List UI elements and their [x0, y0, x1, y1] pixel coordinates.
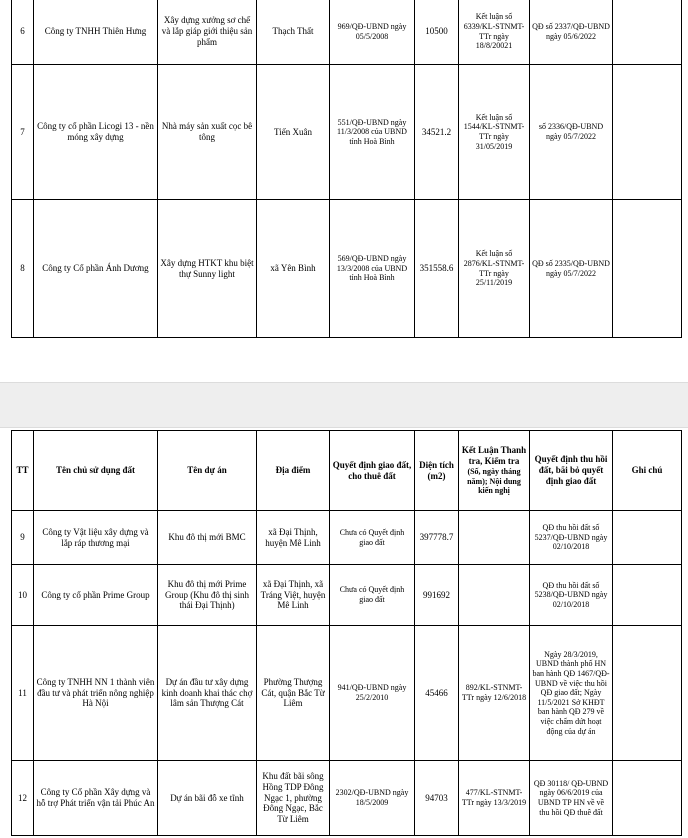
cell-note — [613, 200, 682, 338]
cell-area: 991692 — [415, 565, 459, 626]
table-row — [12, 0, 682, 65]
cell-owner: Công ty TNHH NN 1 thành viên đầu tư và phát triển nông nghiệp Hà Nội — [34, 626, 158, 761]
header-tt: TT — [12, 431, 34, 511]
cell-tt: 7 — [12, 65, 34, 200]
cell-revoke: QĐ 30118/ QĐ-UBND ngày 06/6/2019 của UBND TP HN về về thu hồi QĐ thuê đất — [530, 761, 613, 836]
cell-area: 351558.6 — [415, 200, 459, 338]
cell-decision: Chưa có Quyết định giao đất — [330, 511, 415, 565]
cell-revoke: QĐ thu hồi đất số 5237/QĐ-UBND ngày 02/10/2018 — [530, 511, 613, 565]
header-project: Tên dự án — [158, 431, 257, 511]
cell-project: Dự án bãi đỗ xe tĩnh — [158, 761, 257, 836]
cell-tt: 10 — [12, 565, 34, 626]
cell-decision: 2302/QĐ-UBND ngày 18/5/2009 — [330, 761, 415, 836]
table-header-row — [12, 431, 682, 511]
cell-location: xã Yên Bình — [257, 200, 330, 338]
cell-tt: 11 — [12, 626, 34, 761]
cell-note — [613, 65, 682, 200]
cell-location: Phường Thượng Cát, quận Bắc Từ Liêm — [257, 626, 330, 761]
cell-location: Thạch Thất — [257, 0, 330, 65]
cell-area: 94703 — [415, 761, 459, 836]
table-row — [12, 511, 682, 565]
cell-location: xã Đại Thịnh, huyện Mê Linh — [257, 511, 330, 565]
cell-note — [613, 511, 682, 565]
cell-inspection — [459, 511, 530, 565]
document-page-1 — [0, 0, 688, 382]
cell-revoke: QĐ thu hồi đất số 5238/QĐ-UBND ngày 02/10/2018 — [530, 565, 613, 626]
cell-area: 397778.7 — [415, 511, 459, 565]
cell-area: 45466 — [415, 626, 459, 761]
cell-project: Khu đô thị mới BMC — [158, 511, 257, 565]
cell-project: Khu đô thị mới Prime Group (Khu đô thị sinh thái Đại Thịnh) — [158, 565, 257, 626]
cell-owner: Công ty TNHH Thiên Hưng — [34, 0, 158, 65]
cell-project: Dự án đầu tư xây dựng kinh doanh khai thác chợ lâm sản Thượng Cát — [158, 626, 257, 761]
cell-inspection: 892/KL-STNMT-TTr ngày 12/6/2018 — [459, 626, 530, 761]
cell-project: Xây dựng xưởng sơ chế và lắp giáp giới thiệu sản phẩm — [158, 0, 257, 65]
cell-owner: Công ty Cổ phần Ánh Dương — [34, 200, 158, 338]
cell-revoke: Ngày 28/3/2019, UBND thành phố HN ban hành QĐ 1467/QĐ-UBND về việc thu hồi QĐ giao đất; Ngày 11/5/2021 Sở KHĐT ban hành QĐ 279 về việc chấm dứt hoạt động của dự án — [530, 626, 613, 761]
cell-decision: 551/QĐ-UBND ngày 11/3/2008 của UBND tỉnh Hoà Bình — [330, 65, 415, 200]
cell-area: 10500 — [415, 0, 459, 65]
header-inspection-title: Kết Luận Thanh tra, Kiểm tra — [461, 445, 527, 467]
header-owner: Tên chủ sử dụng đất — [34, 431, 158, 511]
cell-revoke: QĐ số 2335/QĐ-UBND ngày 05/7/2022 — [530, 200, 613, 338]
page-separator — [0, 382, 688, 428]
cell-location: xã Đại Thịnh, xã Tráng Việt, huyện Mê Linh — [257, 565, 330, 626]
table-row — [12, 565, 682, 626]
cell-tt: 6 — [12, 0, 34, 65]
header-inspection — [459, 431, 530, 511]
cell-inspection: 477/KL-STNMT-TTr ngày 13/3/2019 — [459, 761, 530, 836]
header-decision: Quyết định giao đất, cho thuê đất — [330, 431, 415, 511]
cell-project: Nhà máy sản xuất cọc bê tông — [158, 65, 257, 200]
cell-tt: 12 — [12, 761, 34, 836]
cell-owner: Công ty Cổ phần Xây dựng và hỗ trợ Phát triển vận tải Phúc An — [34, 761, 158, 836]
cell-note — [613, 761, 682, 836]
cell-note — [613, 626, 682, 761]
document-page-2 — [0, 428, 688, 838]
land-table-part-1 — [11, 0, 682, 338]
cell-inspection: Kết luận số 2876/KL-STNMT-TTr ngày 25/11/2019 — [459, 200, 530, 338]
cell-owner: Công ty cổ phần Licogi 13 - nền móng xây dựng — [34, 65, 158, 200]
cell-note — [613, 565, 682, 626]
cell-inspection — [459, 565, 530, 626]
header-note: Ghi chú — [613, 431, 682, 511]
header-area: Diện tích (m2) — [415, 431, 459, 511]
land-table-part-2 — [11, 430, 682, 836]
cell-inspection: Kết luận số 1544/KL-STNMT-TTr ngày 31/05/2019 — [459, 65, 530, 200]
table-row — [12, 200, 682, 338]
cell-location: Tiến Xuân — [257, 65, 330, 200]
cell-owner: Công ty cổ phần Prime Group — [34, 565, 158, 626]
cell-decision: 969/QĐ-UBND ngày 05/5/2008 — [330, 0, 415, 65]
cell-inspection: Kết luận số 6339/KL-STNMT-TTr ngày 18/8/20021 — [459, 0, 530, 65]
header-revoke: Quyết định thu hồi đất, bãi bỏ quyết định giao đất — [530, 431, 613, 511]
cell-decision: 941/QĐ-UBND ngày 25/2/2010 — [330, 626, 415, 761]
table-row — [12, 761, 682, 836]
cell-revoke: số 2336/QĐ-UBND ngày 05/7/2022 — [530, 65, 613, 200]
table-row — [12, 626, 682, 761]
header-inspection-sub: (Số, ngày tháng năm); Nội dung kiến nghị — [467, 466, 521, 496]
cell-note — [613, 0, 682, 65]
cell-revoke: QĐ số 2337/QĐ-UBND ngày 05/6/2022 — [530, 0, 613, 65]
cell-project: Xây dựng HTKT khu biệt thự Sunny light — [158, 200, 257, 338]
cell-tt: 9 — [12, 511, 34, 565]
cell-location: Khu đất bãi sông Hồng TDP Đông Ngạc 1, phường Đông Ngạc, Bắc Từ Liêm — [257, 761, 330, 836]
cell-area: 34521.2 — [415, 65, 459, 200]
table-row — [12, 65, 682, 200]
cell-owner: Công ty Vật liệu xây dựng và lắp ráp thương mại — [34, 511, 158, 565]
cell-tt: 8 — [12, 200, 34, 338]
cell-decision: Chưa có Quyết định giao đất — [330, 565, 415, 626]
header-location: Địa điểm — [257, 431, 330, 511]
cell-decision: 569/QĐ-UBND ngày 13/3/2008 của UBND tỉnh Hoà Bình — [330, 200, 415, 338]
